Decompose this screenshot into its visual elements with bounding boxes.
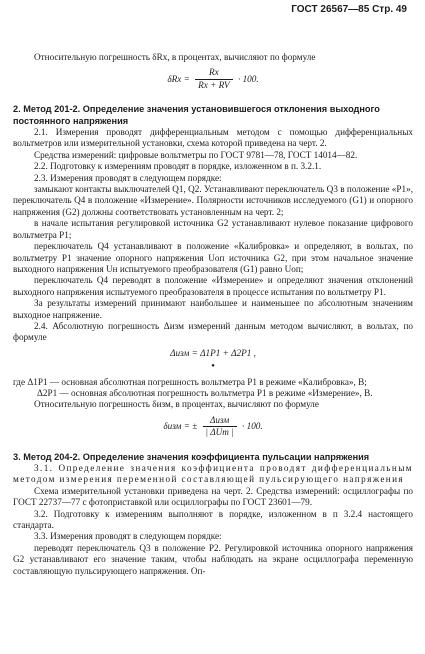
- paragraph-where-1: где Δ1P1 — основная абсолютная погрешность вольтметра P1 в режиме «Калибровка», В;: [13, 376, 367, 387]
- paragraph-calibration: переключатель Q4 устанавливают в положение «Калибровка» и определяют, в вольтах, по вольтметру P1 значение опорного напряжения Uоп источника G2, при этом начальное значение выходного напряжения Uн испытуемого преобразователя (G1) равно Uоп;: [13, 241, 413, 274]
- paragraph-results: За результаты измерений принимают наибольшее и наименьшее по абсолютным значениям выходное напряжение.: [13, 298, 413, 320]
- paragraph-2-2: 2.2. Подготовку к измерениям проводят в порядке, изложенном в п. 3.2.1.: [34, 161, 322, 172]
- paragraph-relative-error: Относительную погрешность δизм, в процентах, вычисляют по формуле: [34, 399, 319, 410]
- page-header: ГОСТ 26567—85 Стр. 49: [291, 4, 407, 15]
- paragraph-3-3: 3.3. Измерения проводят в следующем порядке:: [34, 531, 222, 542]
- formula-relative-error-rx: [13, 67, 413, 91]
- formula-denominator: Rx + RV: [195, 79, 233, 91]
- formula-line: Δизм = Δ1P1 + Δ2P1 ,: [170, 347, 256, 358]
- formula-lhs: δRx =: [167, 73, 190, 84]
- formula-absolute-error: [13, 348, 413, 373]
- formula-numerator: Rx: [209, 67, 219, 78]
- formula-fraction: [195, 67, 233, 91]
- paragraph-begin-test: в начале испытания регулировкой источника G2 устанавливают нулевое показание цифрового вольтметра P1;: [13, 218, 413, 240]
- formula-denominator: | ΔUт |: [203, 426, 237, 438]
- formula-relative-error: [13, 415, 413, 439]
- paragraph-intro: Относительную погрешность δRx, в процентах, вычисляют по формуле: [34, 52, 316, 62]
- formula-fraction: [203, 415, 237, 439]
- section-heading-3: 3. Метод 204-2. Определение значения коэффициента пульсации напряжения: [13, 451, 370, 462]
- section-heading-2: 2. Метод 201-2. Определение значения установившегося отклонения выходного постоянного напряжения: [13, 104, 380, 126]
- formula-lhs: δизм = ±: [163, 420, 198, 431]
- formula-numerator: Δизм: [210, 414, 230, 425]
- formula-mark: ●: [211, 363, 215, 370]
- paragraph-where-2: Δ2P1 — основная абсолютная погрешность вольтметра P1 в режиме «Измерение», В.: [37, 387, 373, 398]
- paragraph-3-2: 3.2. Подготовку к измерениям выполняют в порядке, изложенном в п 3.2.4 настоящего стандарта.: [13, 508, 413, 531]
- paragraph-2-4: 2.4. Абсолютную погрешность Δизм измерений данным методом вычисляют, в вольтах, по формуле: [13, 320, 413, 343]
- paragraph-close-contacts: замыкают контакты выключателей Q1, Q2. Устанавливают переключатель Q3 в положение «P1», переключатель Q4 в положение «Измерение». Полярности источников исследуемого (G1) и опорного напряжения (G2) должны соответствовать установленным на черт. 2;: [13, 184, 413, 217]
- paragraph-3-1: 3.1. Определение значения коэффициента проводят дифференциальным методом измерения переменной составляющей пульсирующего напряжения: [13, 463, 413, 485]
- paragraph-measurement: переключатель Q4 переводят в положение «Измерение» и определяют значения отклонений выходного напряжения испытуемого преобразователя в процессе испытания по вольтметру P1.: [13, 275, 413, 297]
- paragraph-2-1: 2.1. Измерения проводят дифференциальным методом с помощью дифференциальных вольтметров или измерительной установки, схема которой приведена на черт. 2.: [13, 127, 413, 149]
- paragraph-means: Средства измерений: цифровые вольтметры по ГОСТ 9781—78, ГОСТ 14014—82.: [34, 149, 358, 160]
- paragraph-scheme: Схема измерительной установки приведена на черт. 2. Средства измерений: осциллографы по ГОСТ 22737—77 с фотоприставкой или осциллографы по ГОСТ 23601—79.: [13, 485, 413, 508]
- paragraph-2-3: 2.3. Измерения проводят в следующем порядке:: [34, 172, 222, 183]
- paragraph-last: переводят переключатель Q3 в положение P2. Регулировкой источника опорного напряжения G2 устанавливают его значение таким, чтобы наблюдать на экране осциллографа переменную составляющую пульсирующего напряжения. Оп-: [13, 542, 413, 576]
- page-body: [13, 52, 413, 577]
- formula-rhs: · 100.: [237, 73, 259, 84]
- formula-rhs: · 100.: [242, 420, 263, 431]
